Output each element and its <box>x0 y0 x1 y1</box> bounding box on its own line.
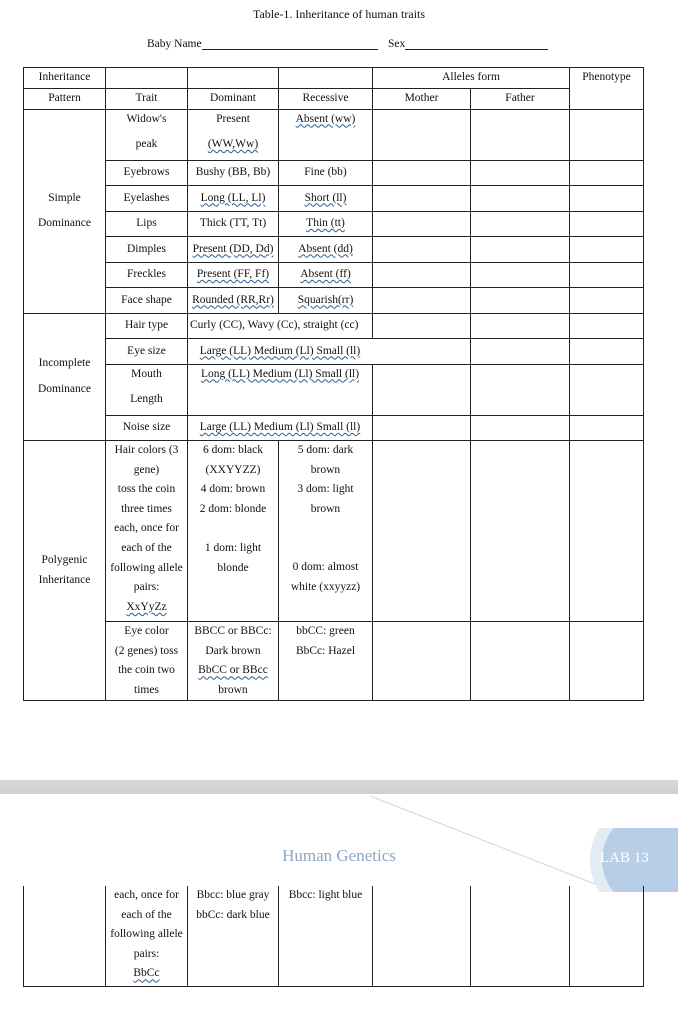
group-incomplete-dominance: Incomplete Dominance <box>24 313 106 441</box>
recessive-cell: Absent (ff) <box>279 262 373 288</box>
recessive-cell: Bbcc: light blue <box>279 886 373 986</box>
header-dominant: Dominant <box>188 89 279 110</box>
father-cell[interactable] <box>471 313 570 339</box>
baby-name-label: Baby Name <box>147 38 202 50</box>
father-cell[interactable] <box>471 364 570 415</box>
father-cell[interactable] <box>471 160 570 186</box>
trait-cell: Widow's peak <box>106 109 188 160</box>
father-cell[interactable] <box>471 886 570 986</box>
table-row <box>24 160 644 186</box>
trait-cell: Hair colors (3 gene) toss the coin three times each, once for each of the following allele pairs: XxYyZz <box>106 441 188 622</box>
recessive-cell: Fine (bb) <box>279 160 373 186</box>
father-cell[interactable] <box>471 622 570 701</box>
phenotype-cell[interactable] <box>570 186 644 212</box>
phenotype-cell[interactable] <box>570 160 644 186</box>
dominant-cell: BBCC or BBCc: Dark brown BbCC or BBcc brown <box>188 622 279 701</box>
forms-cell: Large (LL) Medium (Ll) Small (ll) <box>188 415 373 441</box>
header-recessive: Recessive <box>279 89 373 110</box>
dominant-cell: Present (FF, Ff) <box>188 262 279 288</box>
phenotype-cell[interactable] <box>570 415 644 441</box>
mother-cell[interactable] <box>373 313 471 339</box>
phenotype-cell[interactable] <box>570 237 644 263</box>
mother-cell[interactable] <box>373 109 471 160</box>
forms-cell: Large (LL) Medium (Ll) Small (ll) <box>188 339 373 365</box>
header-inheritance: Inheritance <box>24 68 106 89</box>
page-separator <box>0 780 678 794</box>
table-title: Table-1. Inheritance of human traits <box>252 7 426 21</box>
mother-cell[interactable] <box>373 415 471 441</box>
phenotype-cell[interactable] <box>570 288 644 314</box>
table-row <box>24 313 644 339</box>
mother-cell[interactable] <box>373 339 471 365</box>
table-row <box>24 109 644 160</box>
header-phenotype: Phenotype <box>570 68 644 110</box>
recessive-cell: 5 dom: dark brown 3 dom: light brown 0 dom: almost white (xxyyzz) <box>279 441 373 622</box>
table-row <box>24 364 644 415</box>
header-row-2 <box>24 89 644 110</box>
trait-cell: Eyebrows <box>106 160 188 186</box>
father-cell[interactable] <box>471 415 570 441</box>
table-row <box>24 622 644 701</box>
group-polygenic-inheritance: Polygenic Inheritance <box>24 441 106 701</box>
phenotype-cell[interactable] <box>570 262 644 288</box>
header-trait: Trait <box>106 89 188 110</box>
father-cell[interactable] <box>471 288 570 314</box>
phenotype-cell[interactable] <box>570 622 644 701</box>
phenotype-cell[interactable] <box>570 441 644 622</box>
header-pattern: Pattern <box>24 89 106 110</box>
mother-cell[interactable] <box>373 886 471 986</box>
recessive-cell: bbCC: green BbCc: Hazel <box>279 622 373 701</box>
trait-cell: Face shape <box>106 288 188 314</box>
trait-cell: Lips <box>106 211 188 237</box>
recessive-cell: Absent (dd) <box>279 237 373 263</box>
trait-cell: Eye color (2 genes) toss the coin two times <box>106 622 188 701</box>
mother-cell[interactable] <box>373 441 471 622</box>
dominant-cell: Present (DD, Dd) <box>188 237 279 263</box>
phenotype-cell[interactable] <box>570 109 644 160</box>
baby-name-blank[interactable] <box>202 39 378 50</box>
father-cell[interactable] <box>471 211 570 237</box>
trait-cell: Freckles <box>106 262 188 288</box>
father-cell[interactable] <box>471 339 570 365</box>
table-row <box>24 886 644 986</box>
dominant-cell: 6 dom: black (XXYYZZ) 4 dom: brown 2 dom: blonde 1 dom: light blonde <box>188 441 279 622</box>
mother-cell[interactable] <box>373 160 471 186</box>
baby-name-field <box>147 38 378 50</box>
sex-label: Sex <box>388 38 406 50</box>
forms-cell: Long (LL) Medium (Ll) Small (ll) <box>188 364 373 415</box>
trait-cell: Eye size <box>106 339 188 365</box>
mother-cell[interactable] <box>373 211 471 237</box>
table-row <box>24 441 644 622</box>
recessive-cell: Thin (tt) <box>279 211 373 237</box>
mother-cell[interactable] <box>373 622 471 701</box>
lab-label: LAB 13 <box>600 850 649 866</box>
dominant-cell: Present (WW,Ww) <box>188 109 279 160</box>
trait-cell: Mouth Length <box>106 364 188 415</box>
table-row <box>24 339 644 365</box>
father-cell[interactable] <box>471 237 570 263</box>
sex-blank[interactable] <box>405 39 548 50</box>
header-mother: Mother <box>373 89 471 110</box>
trait-cell: Hair type <box>106 313 188 339</box>
father-cell[interactable] <box>471 109 570 160</box>
mother-cell[interactable] <box>373 364 471 415</box>
group-simple-dominance: Simple Dominance <box>24 109 106 313</box>
phenotype-cell[interactable] <box>570 886 644 986</box>
inheritance-table-continued <box>23 886 644 987</box>
dominant-cell: Bbcc: blue gray bbCc: dark blue <box>188 886 279 986</box>
table-row <box>24 237 644 263</box>
father-cell[interactable] <box>471 441 570 622</box>
table-row <box>24 288 644 314</box>
father-cell[interactable] <box>471 186 570 212</box>
forms-cell: Curly (CC), Wavy (Cc), straight (cc) <box>188 313 373 339</box>
dominant-cell: Long (LL, Ll) <box>188 186 279 212</box>
mother-cell[interactable] <box>373 262 471 288</box>
trait-cell: each, once for each of the following allele pairs: BbCc <box>106 886 188 986</box>
phenotype-cell[interactable] <box>570 339 644 365</box>
phenotype-cell[interactable] <box>570 313 644 339</box>
trait-cell: Eyelashes <box>106 186 188 212</box>
trait-cell: Noise size <box>106 415 188 441</box>
recessive-cell: Absent (ww) <box>279 109 373 160</box>
mother-cell[interactable] <box>373 288 471 314</box>
phenotype-cell[interactable] <box>570 211 644 237</box>
recessive-cell: Short (ll) <box>279 186 373 212</box>
recessive-cell: Squarish(rr) <box>279 288 373 314</box>
table-row <box>24 415 644 441</box>
table-row <box>24 186 644 212</box>
table-row <box>24 262 644 288</box>
running-title: Human Genetics <box>282 846 396 865</box>
dominant-cell: Bushy (BB, Bb) <box>188 160 279 186</box>
father-cell[interactable] <box>471 262 570 288</box>
dominant-cell: Thick (TT, Tt) <box>188 211 279 237</box>
sex-field <box>388 38 548 50</box>
dominant-cell: Rounded (RR,Rr) <box>188 288 279 314</box>
header-alleles-form: Alleles form <box>373 68 570 89</box>
header-father: Father <box>471 89 570 110</box>
mother-cell[interactable] <box>373 237 471 263</box>
trait-cell: Dimples <box>106 237 188 263</box>
header-row-1 <box>24 68 644 89</box>
phenotype-cell[interactable] <box>570 364 644 415</box>
mother-cell[interactable] <box>373 186 471 212</box>
inheritance-table <box>23 67 644 701</box>
table-row <box>24 211 644 237</box>
